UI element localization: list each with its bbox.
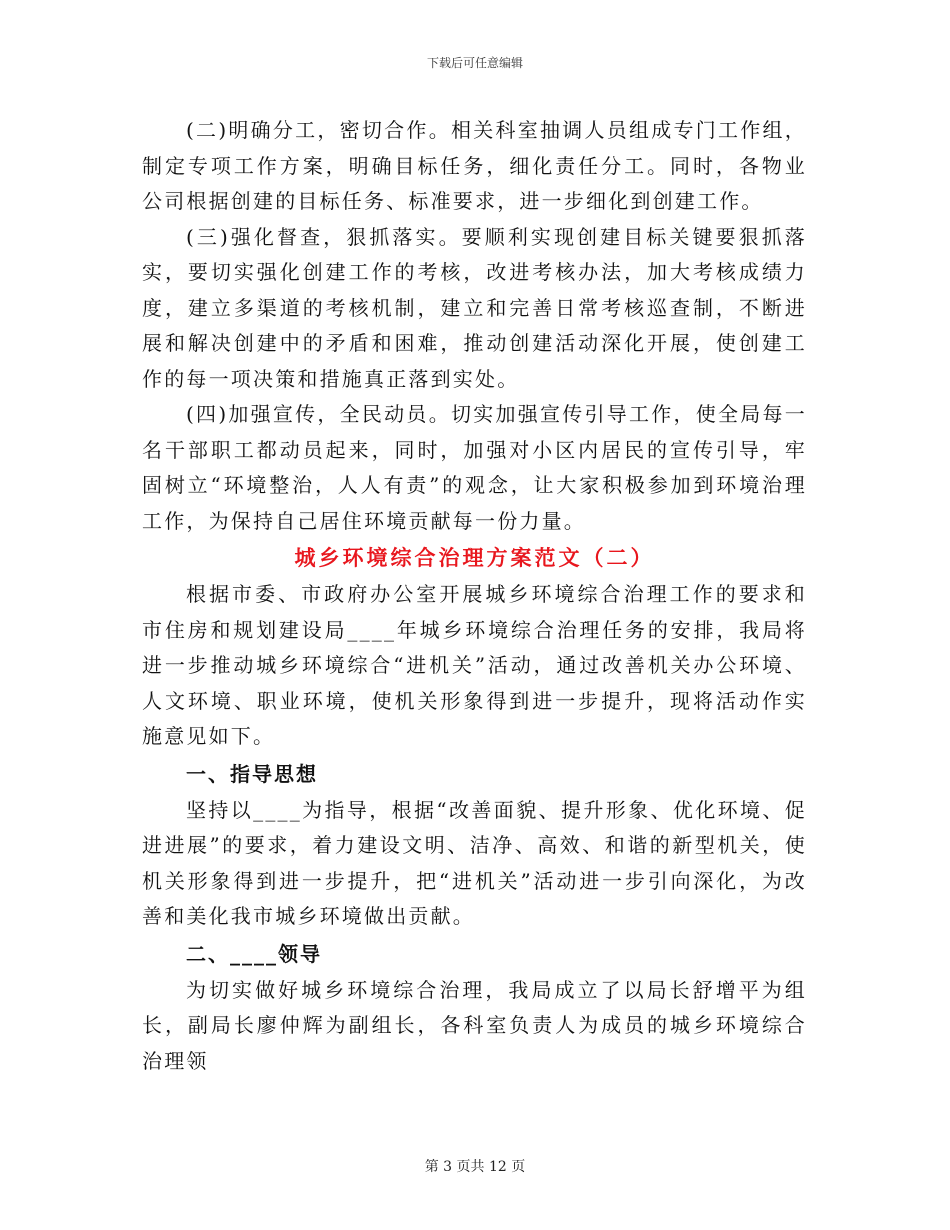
paragraph-division-of-labor: (二)明确分工，密切合作。相关科室抽调人员组成专门工作组，制定专项工作方案，明确目标任务，细化责任分工。同时，各物业公司根据创建的目标任务、标准要求，进一步细化到创建工作。	[142, 118, 807, 213]
heading-leadership: 二、____领导	[186, 941, 322, 966]
page-header: 下载后可任意编辑	[426, 56, 523, 70]
heading-guiding-ideology: 一、指导思想	[186, 761, 318, 786]
paragraph-supervision: (三)强化督查，狠抓落实。要顺利实现创建目标关键要狠抓落实，要切实强化创建工作的考核，改进考核办法，加大考核成绩力度，建立多渠道的考核机制，建立和完善日常考核巡查制，不断进展和解决创建中的矛盾和困难，推动创建活动深化开展，使创建工作的每一项决策和措施真正落到实处。	[142, 224, 807, 391]
paragraph-intro: 根据市委、市政府办公室开展城乡环境综合治理工作的要求和市住房和规划建设局____年城乡环境综合治理任务的安排，我局将进一步推动城乡环境综合“进机关”活动，通过改善机关办公环境、人文环境、职业环境，使机关形象得到进一步提升，现将活动作实施意见如下。	[142, 582, 807, 748]
paragraph-leadership: 为切实做好城乡环境综合治理，我局成立了以局长舒增平为组长，副局长廖仲辉为副组长，各科室负责人为成员的城乡环境综合治理领	[142, 977, 807, 1073]
paragraph-guiding-ideology: 坚持以____为指导，根据“改善面貌、提升形象、优化环境、促进进展”的要求，着力建设文明、洁净、高效、和谐的新型机关，使机关形象得到进一步提升，把“进机关”活动进一步引向深化，为改善和美化我市城乡环境做出贡献。	[142, 797, 807, 928]
section-title: 城乡环境综合治理方案范文（二）	[294, 545, 655, 570]
paragraph-publicity: (四)加强宣传，全民动员。切实加强宣传引导工作，使全局每一名干部职工都动员起来，同时，加强对小区内居民的宣传引导，牢固树立“环境整治，人人有责”的观念，让大家积极参加到环境治理工作，为保持自己居住环境贡献每一份力量。	[142, 402, 807, 533]
document-body	[142, 113, 807, 1079]
page-footer: 第 3 页共 12 页	[424, 1159, 526, 1175]
